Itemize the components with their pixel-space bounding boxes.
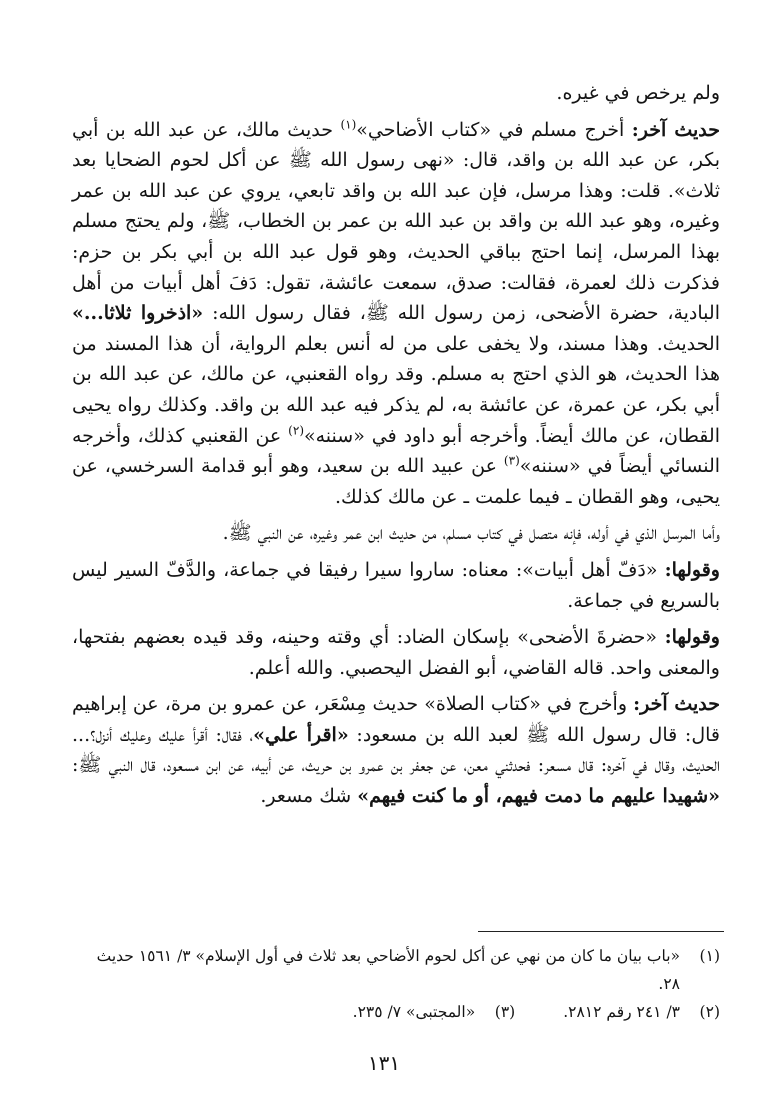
paragraph-6-text-3: شك مسعر. (260, 785, 358, 808)
hadith-quote-2: «اقرأ علي» (253, 723, 349, 746)
paragraph-5-text: «حضرةَ الأضحى» بإسكان الضاد: أي وقته وحينه، وقد قيده بعضهم بفتحها، والمعنى واحد. قاله القاضي، أبو الفضل اليحصبي. والله أعلم. (72, 626, 720, 679)
footnote-divider (478, 931, 724, 932)
paragraph-2 (72, 115, 720, 513)
footnote-2-text: ٣/ ٢٤١ رقم ٢٨١٢. (563, 1003, 680, 1021)
paragraph-6-text-1: وأخرج في «كتاب الصلاة» حديث مِسْعَر، عن عمرو بن مرة، عن إبراهيم قال: قال رسول الله ﷺ لعبد الله بن مسعود: (72, 693, 721, 746)
paragraph-2-text-4: عن القعنبي كذلك، وأخرجه النسائي أيضاً في «سننه» (72, 424, 721, 478)
page-number: ١٣١ (367, 1051, 401, 1075)
paragraph-3: وأما المرسل الذي في أوله، فإنه متصل في كتاب مسلم، من حديث ابن عمر وغيره، عن النبي ﷺ. (222, 522, 720, 545)
footnote-2 (563, 998, 720, 1026)
footnote-2-number: (٢) (699, 1003, 720, 1021)
hadith-heading-2: حديث آخر: (633, 693, 720, 716)
paragraph-2-text-3: الحديث. وهذا مسند، ولا يخفى على من له أنس بعلم الرواية، أن هذا المسند من هذا الحديث، هو الذي احتج به مسلم. وقد رواه القعنبي، عن مالك، عن عبد الله بن أبي بكر، عن عمرة، عن عائشة به، لم يذكر فيه عبد الله بن واقد. وكذلك رواه يحيى القطان، عن مالك أيضاً. وأخرجه أبو داود في «سننه» (72, 332, 720, 447)
footnote-1-number: (١) (699, 947, 720, 965)
footnote-3 (353, 998, 516, 1026)
paragraph-4-lead: وقولها: (664, 558, 720, 581)
hadith-heading: حديث آخر: (631, 118, 720, 141)
paragraph-4-text: «دَفّ أهل أبيات»: معناه: ساروا سيرا رفيقا في جماعة، والدَّفّ السير ليس بالسريع في جماعة. (72, 558, 720, 612)
paragraph-2-text-2: حديث مالك، عن عبد الله بن أبي بكر، عن عبد الله بن واقد، قال: «نهى رسول الله ﷺ عن أكل لحوم الضحايا بعد ثلاث». قلت: وهذا مرسل، فإن عبد الله بن واقد تابعي، يروي عن عبد الله بن عمر وغيره، وهو عبد الله بن واقد بن عبد الله بن عمر بن الخطاب، ﷺ، ولم يحتج مسلم بهذا المرسل، إنما احتج بباقي الحديث، وهو قول عبد الله بن أبي بكر بن حزم: فذكرت ذلك لعمرة، فقالت: صدق، سمعت عائشة، تقول: دَفَ أهل أبيات من أهل البادية، حضرة الأضحى، زمن رسول الله ﷺ، فقال رسول الله: (72, 118, 720, 325)
paragraph-1: ولم يرخص في غيره. (556, 82, 720, 104)
paragraph-2-text-5: عن عبيد الله بن سعيد، وهو أبو قدامة السرخسي، عن يحيى، وهو القطان ـ فيما علمت ـ عن مالك كذلك. (72, 455, 720, 508)
footnote-ref-2[interactable]: (٢) (288, 423, 304, 438)
footnote-row-2 (60, 998, 720, 1026)
footnote-3-number: (٣) (494, 1003, 516, 1021)
main-text (72, 78, 720, 812)
footnote-1-continuation: ٢٨. (658, 975, 680, 993)
footnotes (60, 942, 720, 1026)
paragraph-6 (72, 689, 720, 811)
paragraph-4 (72, 555, 720, 616)
hadith-quote: «اذخروا ثلاثا...» (72, 302, 204, 325)
footnote-ref-3[interactable]: (٣) (503, 453, 520, 468)
footnote-ref-1[interactable]: (١) (340, 117, 357, 132)
paragraph-5 (72, 622, 720, 683)
footnote-1 (60, 942, 720, 970)
paragraph-5-lead: وقولها: (664, 626, 720, 649)
footnote-3-text: «المجتبى» ٧/ ٢٣٥. (352, 1003, 476, 1021)
hadith-quote-3: «شهيدا عليهم ما دمت فيهم، أو ما كنت فيهم» (357, 785, 720, 808)
paragraph-2-text-1: أخرج مسلم في «كتاب الأضاحي» (356, 118, 632, 141)
footnote-1-text: «باب بيان ما كان من نهي عن أكل لحوم الأضاحي بعد ثلاث في أول الإسلام» ٣/ ١٥٦١ حديث (96, 947, 680, 965)
paragraph-6-text-2: ، فقال: أقرأ عليك وعليك أنزل؟... الحديث، وقال في آخره: قال مسعر: فحدثني معن، عن جعفر بن عمرو بن حريث، عن أبيه، عن ابن مسعود، قال النبي ﷺ: (72, 723, 720, 777)
